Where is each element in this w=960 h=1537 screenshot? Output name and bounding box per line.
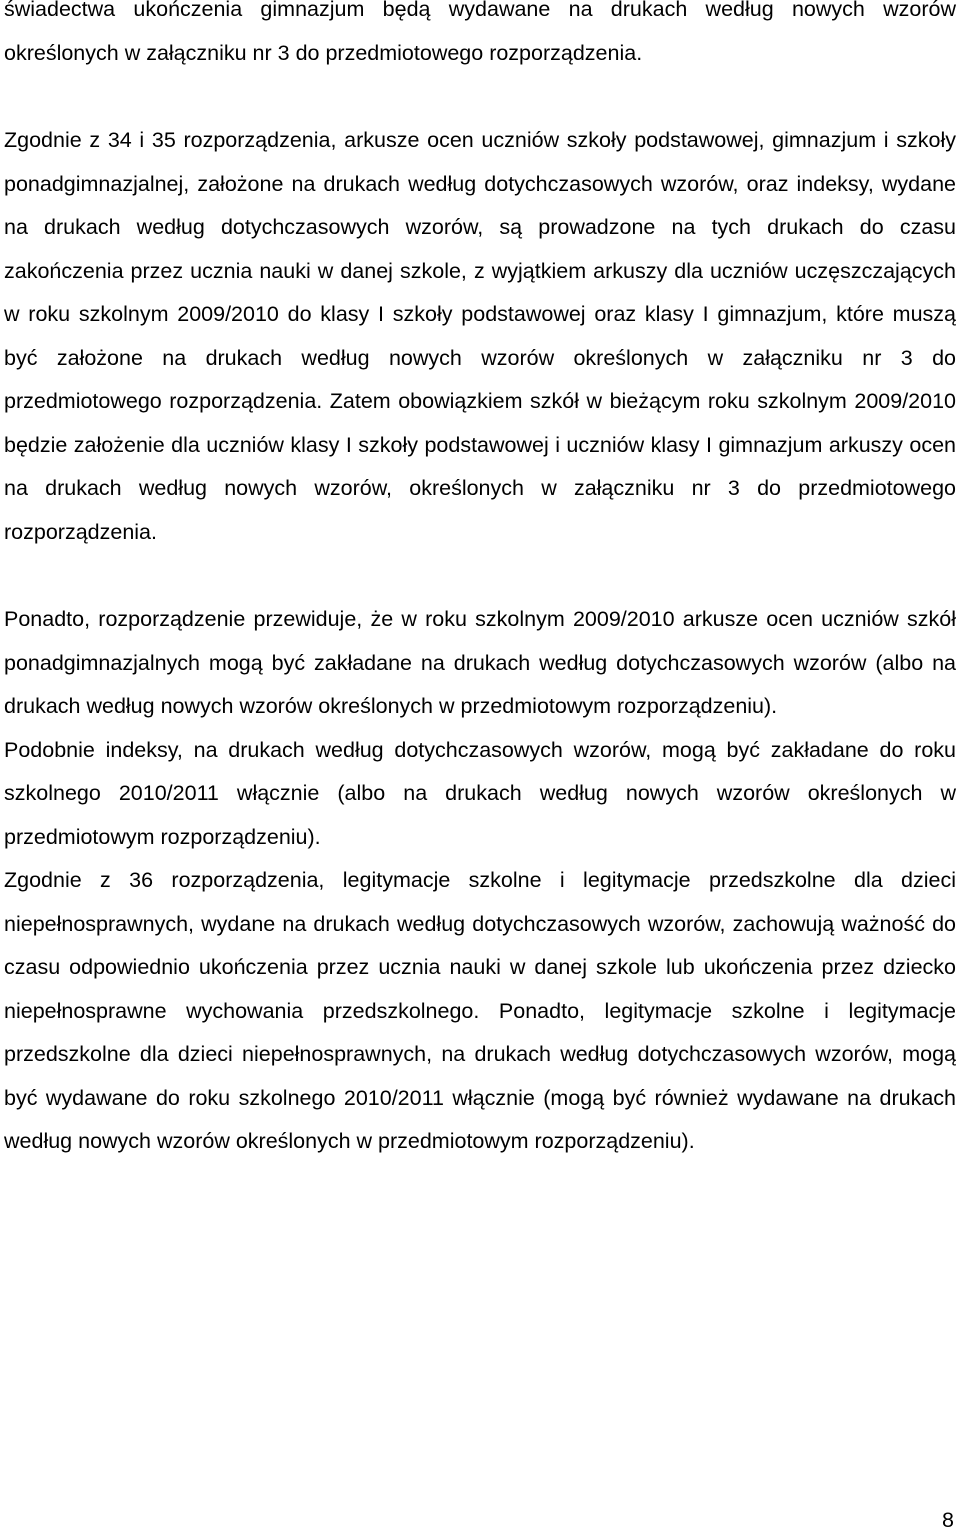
paragraph-4: Podobnie indeksy, na drukach według dotychczasowych wzorów, mogą być zakładane do roku szkolnego 2010/2011 włącznie (albo na drukach według nowych wzorów określonych w przedmiotowym rozporządzeniu). [4,737,956,849]
paragraph-5: Zgodnie z 36 rozporządzenia, legitymacje szkolne i legitymacje przedszkolne dla dzieci niepełnosprawnych, wydane na drukach według dotychczasowych wzorów, zachowują ważność do czasu odpowiednio ukończenia przez ucznia nauki w danej szkole lub ukończenia przez dziecko niepełnosprawne wychowania przedszkolnego. Ponadto, legitymacje szkolne i legitymacje przedszkolne dla dzieci niepełnosprawnych, na drukach według dotychczasowych wzorów, mogą być wydawane do roku szkolnego 2010/2011 włącznie (mogą być również wydawane na drukach według nowych wzorów określonych w przedmiotowym rozporządzeniu). [4,868,956,1153]
paragraph-3: Ponadto, rozporządzenie przewiduje, że w roku szkolnym 2009/2010 arkusze ocen uczniów szkół ponadgimnazjalnych mogą być zakładane na drukach według dotychczasowych wzorów (albo na drukach według nowych wzorów określonych w przedmiotowym rozporządzeniu). [4,607,956,718]
page-number: 8 [942,1508,954,1532]
document-page [4,0,956,1164]
paragraph-2: Zgodnie z 34 i 35 rozporządzenia, arkusze ocen uczniów szkoły podstawowej, gimnazjum i szkoły ponadgimnazjalnej, założone na drukach według dotychczasowych wzorów, oraz indeksy, wydane na drukach według dotychczasowych wzorów, są prowadzone na tych drukach do czasu zakończenia przez ucznia nauki w danej szkole, z wyjątkiem arkuszy dla uczniów uczęszczających w roku szkolnym 2009/2010 do klasy I szkoły podstawowej oraz klasy I gimnazjum, które muszą być założone na drukach według nowych wzorów określonych w załączniku nr 3 do przedmiotowego rozporządzenia. Zatem obowiązkiem szkół w bieżącym roku szkolnym 2009/2010 będzie założenie dla uczniów klasy I szkoły podstawowej i uczniów klasy I gimnazjum arkuszy ocen na drukach według nowych wzorów, określonych w załączniku nr 3 do przedmiotowego rozporządzenia. [4,128,956,544]
paragraph-1: świadectwa ukończenia gimnazjum będą wydawane na drukach według nowych wzorów określonych w załączniku nr 3 do przedmiotowego rozporządzenia. [4,0,956,65]
